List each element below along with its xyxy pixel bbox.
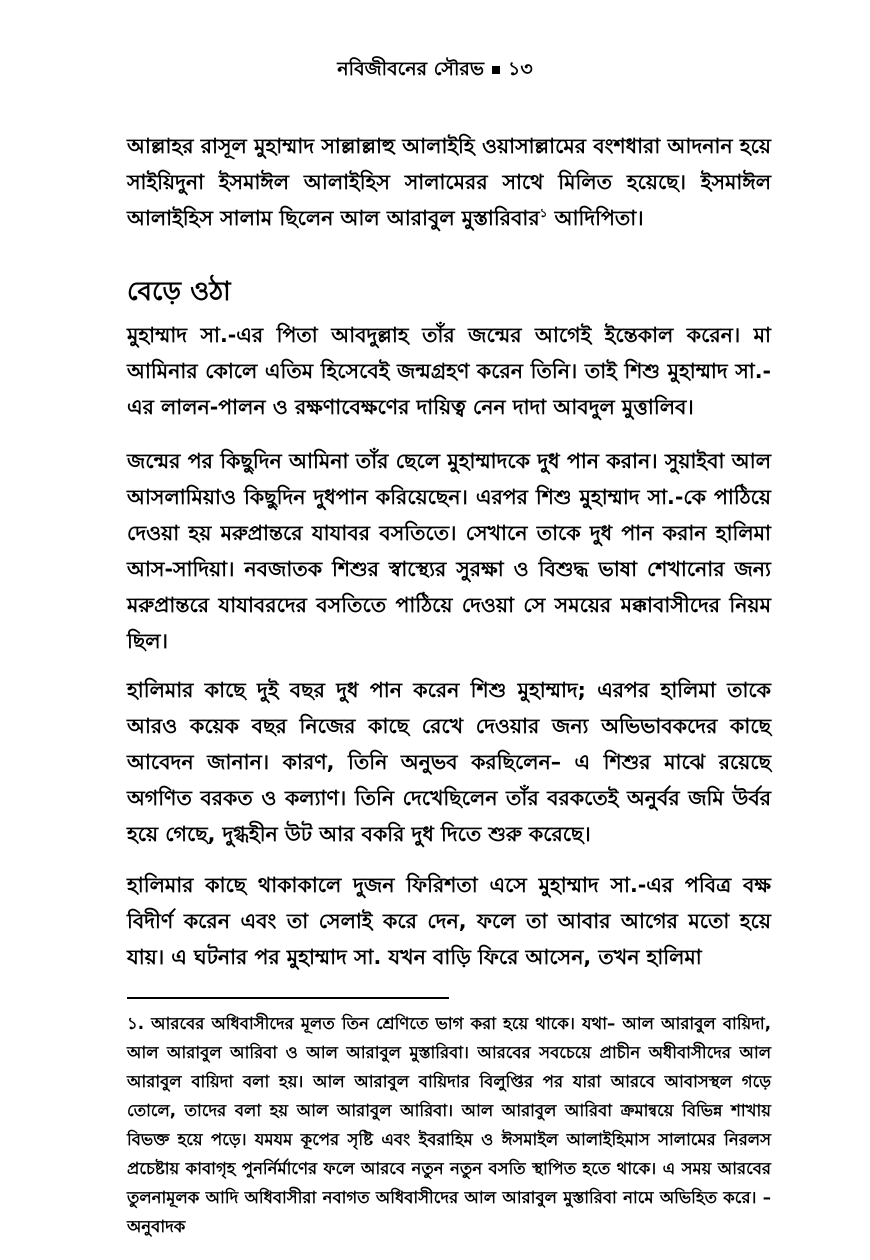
paragraph-angels: হালিমার কাছে থাকাকালে দুজন ফিরিশতা এসে মুহাম্মাদ সা.-এর পবিত্র বক্ষ বিদীর্ণ করেন এবং তা সেলাই করে দেন, ফলে তা আবার আগের মতো হয়ে যায়। এ ঘটনার পর মুহাম্মাদ সা. যখন বাড়ি ফিরে আসেন, তখন হালিমা [127,873,771,969]
paragraph-father: মুহাম্মাদ সা.-এর পিতা আবদুল্লাহ তাঁর জন্মের আগেই ইন্তেকাল করেন। মা আমিনার কোলে এতিম হিসেবেই জন্মগ্রহণ করেন তিনি। তাই শিশু মুহাম্মাদ সা.-এর লালন-পালন ও রক্ষণাবেক্ষণের দায়িত্ব নেন দাদা আবদুল মুত্তালিব। [127,323,771,419]
section-heading: বেড়ে ওঠা [127,277,231,307]
paragraph-halima: হালিমার কাছে দুই বছর দুধ পান করেন শিশু মুহাম্মাদ; এরপর হালিমা তাকে আরও কয়েক বছর নিজের কাছে রেখে দেওয়ার জন্য অভিভাবকদের কাছে আবেদন জানান। কারণ, তিনি অনুভব করছিলেন– এ শিশুর মাঝে রয়েছে অগণিত বরকত ও কল্যাণ। তিনি দেখেছিলেন তাঁর বরকতেই অনুর্বর জমি উর্বর হয়ে গেছে, দুগ্ধহীন উট আর বকরি দুধ দিতে শুরু করেছে। [127,678,771,846]
paragraph-lineage [127,128,771,236]
paragraph-nursing: জন্মের পর কিছুদিন আমিনা তাঁর ছেলে মুহাম্মাদকে দুধ পান করান। সুয়াইবা আল আসলামিয়াও কিছুদিন দুধপান করিয়েছেন। এরপর শিশু মুহাম্মাদ সা.-কে পাঠিয়ে দেওয়া হয় মরুপ্রান্তরে যাযাবর বসতিতে। সেখানে তাকে দুধ পান করান হালিমা আস-সাদিয়া। নবজাতক শিশুর স্বাস্থ্যের সুরক্ষা ও বিশুদ্ধ ভাষা শেখানোর জন্য মরুপ্রান্তরে যাযাবরদের বসতিতে পাঠিয়ে দেওয়া সে সময়ের মক্কাবাসীদের নিয়ম ছিল। [127,449,771,653]
footnote-divider [127,997,449,999]
separator-square-icon [492,66,500,74]
footnote: ১. আরবের অধিবাসীদের মূলত তিন শ্রেণিতে ভাগ করা হয়ে থাকে। যথা– আল আরাবুল বায়িদা, আল আরাবুল আরিবা ও আল আরাবুল মুস্তারিবা। আরবের সবচেয়ে প্রাচীন অধীবাসীদের আল আরাবুল বায়িদা বলা হয়। আল আরাবুল বায়িদার বিলুপ্তির পর যারা আরবে আবাসস্থল গড়ে তোলে, তাদের বলা হয় আল আরাবুল আরিবা। আল আরাবুল আরিবা ক্রমান্বয়ে বিভিন্ন শাখায় বিভক্ত হয়ে পড়ে। যমযম কূপের সৃষ্টি এবং ইবরাহিম ও ঈসমাইল আলাইহিমাস সালামের নিরলস প্রচেষ্টায় কাবাগৃহ পুনর্নির্মাণের ফলে আরবে নতুন নতুন বসতি স্থাপিত হতে থাকে। এ সময় আরবের তুলনামূলক আদি অধিবাসীরা নবাগত অধিবাসীদের আল আরাবুল মুস্তারিবা নামে অভিহিত করে। –অনুবাদক [127,1014,771,1236]
paragraph-lineage-tail: আদিপিতা। [547,206,644,230]
book-title: নবিজীবনের সৌরভ [337,58,485,80]
footnote-reference: ১ [539,206,548,221]
running-header [0,54,870,84]
page-number: ১৩ [508,58,533,80]
paragraph-lineage-text: আল্লাহর রাসূল মুহাম্মাদ সাল্লাল্লাহু আলাইহি ওয়াসাল্লামের বংশধারা আদনান হয়ে সাইয়িদুনা ইসমাঈল আলাইহিস সালামেরর সাথে মিলিত হয়েছে। ইসমাঈল আলাইহিস সালাম ছিলেন আল আরাবুল মুস্তারিবার [127,134,771,230]
